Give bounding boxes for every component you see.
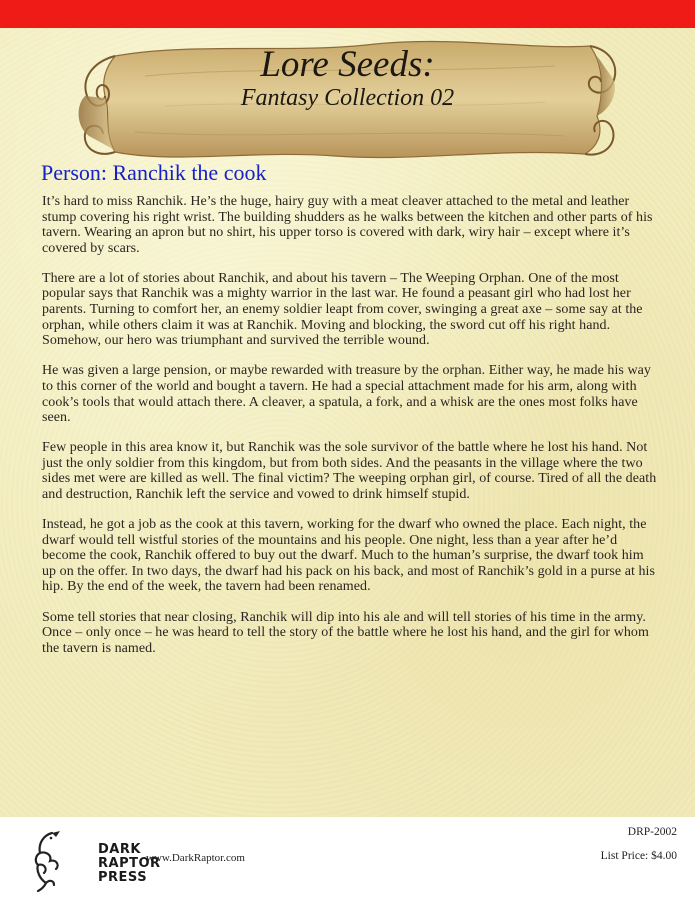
publisher-logo[interactable]: [30, 829, 161, 893]
raptor-icon: [30, 829, 70, 893]
list-price: List Price: $4.00: [600, 850, 677, 862]
page-title: Lore Seeds:: [260, 44, 435, 85]
paragraph: He was given a large pension, or maybe rewarded with treasure by the orphan. Either way, he made his way to this corner of the world and bought a tavern. He had a special attachment made for his arm, along with cook’s tools that would attach there. A cleaver, a spatula, a fork, and a whisk are the ones most folks have seen.: [42, 363, 651, 426]
paragraph: Few people in this area know it, but Ranchik was the sole survivor of the battle where he lost his hand. Not just the only soldier from this kingdom, but from both sides. And the peasants in the village where the two sides met were are killed as well. The final victim? The weeping orphan girl, of course. Tired of all the death and destruction, Ranchik left the service and vowed to drink himself stupid.: [42, 440, 657, 502]
logo-text: [98, 843, 161, 885]
website-link[interactable]: www.DarkRaptor.com: [146, 852, 245, 864]
paragraph: It’s hard to miss Ranchik. He’s the huge, hairy guy with a meat cleaver attached to the metal and leather stump covering his right wrist. The building shudders as he walks between the kitchen and other parts of his tavern. Wearing an apron but no shirt, his upper torso is covered with dark, wiry hair – except where it’s covered by scars.: [42, 194, 653, 256]
paragraph: Instead, he got a job as the cook at this tavern, working for the dwarf who owned the place. Each night, the dwarf would tell wistful stories of the mountains and his people. One night, less than a year after he’d become the cook, Ranchik offered to buy out the dwarf. Much to the human’s surprise, the dwarf took him up on the offer. In two days, the dwarf had his pack on his back, and most of Ranchik’s gold in a purse at his hip. By the end of the week, the tavern had been renamed.: [42, 517, 655, 595]
article-body: [42, 194, 660, 671]
footer: [0, 817, 695, 900]
logo-line: RAPTOR: [98, 856, 161, 871]
paragraph: There are a lot of stories about Ranchik, and about his tavern – The Weeping Orphan. One of the most popular says that Ranchik was a mighty warrior in the last war. He found a peasant girl who had lost her parents. Turning to comfort her, an enemy soldier leapt from cover, swinging a great axe – some say at the orphan, while others claim it was at Ranchik. Moving and blocking, the sword cut off his right hand. Somehow, our hero was triumphant and survived the terrible wound.: [42, 270, 643, 349]
paragraph: Some tell stories that near closing, Ranchik will dip into his ale and will tell stories of his time in the army. Once – only once – he was heard to tell the story of the battle where he lost his hand, and the girl for whom the tavern is named.: [42, 609, 649, 656]
article-heading: Person: Ranchik the cook: [41, 160, 267, 185]
top-red-band: [0, 0, 695, 28]
logo-line: PRESS: [98, 870, 148, 885]
logo-line: DARK: [98, 842, 141, 857]
product-code: DRP-2002: [627, 826, 677, 838]
page-subtitle: Fantasy Collection 02: [240, 85, 455, 111]
